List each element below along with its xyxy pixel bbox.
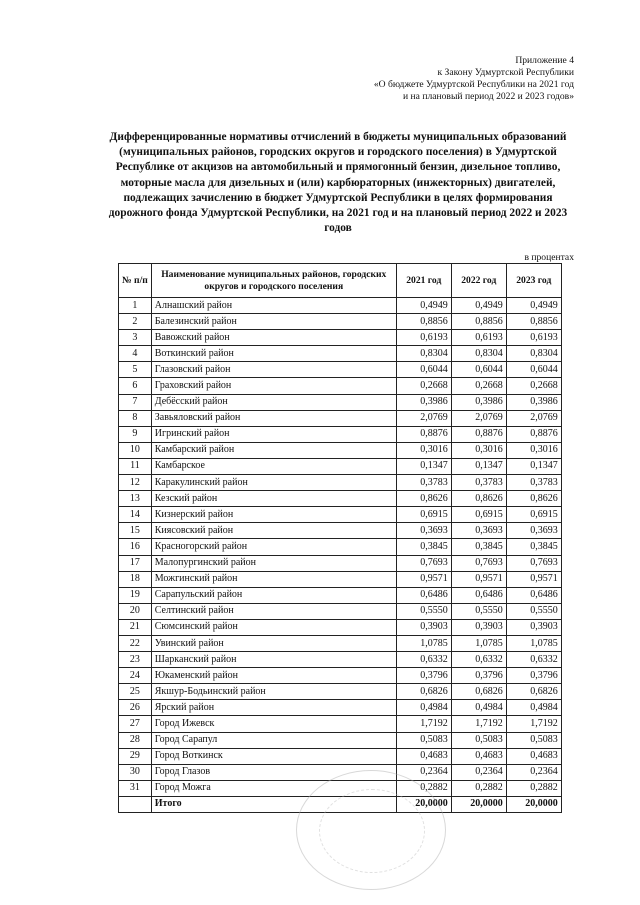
row-value-2021: 0,3016 <box>396 442 451 458</box>
row-value-2022: 0,6915 <box>451 507 506 523</box>
row-num: 28 <box>119 732 152 748</box>
row-value-2023: 2,0769 <box>506 410 561 426</box>
row-num: 7 <box>119 394 152 410</box>
unit-label: в процентах <box>524 252 574 263</box>
row-num: 29 <box>119 748 152 764</box>
header-2022: 2022 год <box>451 264 506 298</box>
row-value-2023: 0,3693 <box>506 523 561 539</box>
row-value-2022: 1,0785 <box>451 635 506 651</box>
row-value-2023: 0,6332 <box>506 652 561 668</box>
row-value-2022: 0,3986 <box>451 394 506 410</box>
table-row <box>119 748 562 764</box>
table-row <box>119 330 562 346</box>
row-value-2022: 0,3783 <box>451 475 506 491</box>
row-value-2022: 0,6044 <box>451 362 506 378</box>
row-name: Можгинский район <box>151 571 396 587</box>
row-value-2021: 0,1347 <box>396 458 451 474</box>
row-value-2023: 0,2668 <box>506 378 561 394</box>
row-value-2023: 1,0785 <box>506 635 561 651</box>
row-value-2022: 1,7192 <box>451 716 506 732</box>
row-name: Селтинский район <box>151 603 396 619</box>
row-value-2023: 0,4984 <box>506 700 561 716</box>
row-value-2022: 0,3903 <box>451 619 506 635</box>
row-num: 11 <box>119 458 152 474</box>
row-value-2022: 20,0000 <box>451 796 506 812</box>
row-name: Город Глазов <box>151 764 396 780</box>
table-row <box>119 507 562 523</box>
row-value-2021: 0,6044 <box>396 362 451 378</box>
row-name: Город Сарапул <box>151 732 396 748</box>
row-value-2023: 0,8626 <box>506 491 561 507</box>
row-value-2023: 0,8876 <box>506 426 561 442</box>
table-row <box>119 668 562 684</box>
row-value-2022: 0,1347 <box>451 458 506 474</box>
table-row <box>119 652 562 668</box>
appendix-header <box>374 55 574 103</box>
row-name: Город Ижевск <box>151 716 396 732</box>
row-value-2023: 0,6826 <box>506 684 561 700</box>
row-name: Город Воткинск <box>151 748 396 764</box>
row-value-2021: 0,6332 <box>396 652 451 668</box>
row-num: 12 <box>119 475 152 491</box>
row-value-2023: 0,3986 <box>506 394 561 410</box>
table-row <box>119 378 562 394</box>
official-stamp <box>296 770 446 890</box>
row-value-2023: 0,2882 <box>506 780 561 796</box>
row-value-2022: 0,2882 <box>451 780 506 796</box>
table-row <box>119 603 562 619</box>
row-value-2022: 0,8856 <box>451 314 506 330</box>
row-num <box>119 796 152 812</box>
row-name: Дебёсский район <box>151 394 396 410</box>
row-value-2023: 0,6044 <box>506 362 561 378</box>
row-value-2021: 0,6193 <box>396 330 451 346</box>
row-value-2023: 0,4683 <box>506 748 561 764</box>
row-name: Киясовский район <box>151 523 396 539</box>
appendix-line-4: и на плановый период 2022 и 2023 годов» <box>403 91 574 102</box>
row-value-2022: 0,8304 <box>451 346 506 362</box>
header-name: Наименование муниципальных районов, городских округов и городского поселения <box>151 264 396 298</box>
row-value-2023: 0,3783 <box>506 475 561 491</box>
row-value-2023: 0,3903 <box>506 619 561 635</box>
row-name: Якшур-Бодьинский район <box>151 684 396 700</box>
table-row <box>119 635 562 651</box>
table-row <box>119 394 562 410</box>
row-num: 24 <box>119 668 152 684</box>
stamp-inner-ring <box>319 789 425 873</box>
row-name: Алнашский район <box>151 298 396 314</box>
row-value-2021: 2,0769 <box>396 410 451 426</box>
table-row <box>119 458 562 474</box>
table-row <box>119 410 562 426</box>
row-name: Граховский район <box>151 378 396 394</box>
row-value-2021: 0,8626 <box>396 491 451 507</box>
row-name: Вавожский район <box>151 330 396 346</box>
header-2023: 2023 год <box>506 264 561 298</box>
row-value-2021: 1,7192 <box>396 716 451 732</box>
row-value-2021: 0,4984 <box>396 700 451 716</box>
table-row <box>119 716 562 732</box>
header-num: № п/п <box>119 264 152 298</box>
row-num: 30 <box>119 764 152 780</box>
row-value-2023: 0,3845 <box>506 539 561 555</box>
row-name: Воткинский район <box>151 346 396 362</box>
row-value-2021: 0,5550 <box>396 603 451 619</box>
row-value-2021: 20,0000 <box>396 796 451 812</box>
row-value-2022: 0,6193 <box>451 330 506 346</box>
table-row <box>119 619 562 635</box>
row-name: Увинский район <box>151 635 396 651</box>
row-num: 5 <box>119 362 152 378</box>
table-row <box>119 700 562 716</box>
table-row <box>119 571 562 587</box>
row-value-2022: 0,4683 <box>451 748 506 764</box>
row-value-2022: 0,2668 <box>451 378 506 394</box>
row-value-2022: 0,4984 <box>451 700 506 716</box>
row-num: 15 <box>119 523 152 539</box>
appendix-line-2: к Закону Удмуртской Республики <box>437 67 574 78</box>
row-value-2022: 0,3693 <box>451 523 506 539</box>
table-row <box>119 555 562 571</box>
row-name: Красногорский район <box>151 539 396 555</box>
row-num: 10 <box>119 442 152 458</box>
table-row <box>119 442 562 458</box>
row-value-2023: 1,7192 <box>506 716 561 732</box>
row-name: Камбарское <box>151 458 396 474</box>
row-num: 18 <box>119 571 152 587</box>
row-value-2022: 0,2364 <box>451 764 506 780</box>
row-num: 27 <box>119 716 152 732</box>
row-value-2023: 0,3796 <box>506 668 561 684</box>
row-name: Юкаменский район <box>151 668 396 684</box>
row-value-2022: 0,4949 <box>451 298 506 314</box>
row-num: 19 <box>119 587 152 603</box>
row-name: Балезинский район <box>151 314 396 330</box>
appendix-line-3: «О бюджете Удмуртской Республики на 2021 год <box>373 79 574 90</box>
table-body <box>119 298 562 813</box>
row-name: Каракулинский район <box>151 475 396 491</box>
row-value-2021: 0,8304 <box>396 346 451 362</box>
appendix-line-1: Приложение 4 <box>515 55 574 66</box>
row-name: Сюмсинский район <box>151 619 396 635</box>
row-value-2021: 0,3783 <box>396 475 451 491</box>
row-value-2022: 0,6332 <box>451 652 506 668</box>
row-value-2023: 0,6193 <box>506 330 561 346</box>
row-value-2022: 0,5550 <box>451 603 506 619</box>
row-value-2023: 0,2364 <box>506 764 561 780</box>
row-name: Сарапульский район <box>151 587 396 603</box>
header-2021: 2021 год <box>396 264 451 298</box>
row-value-2021: 0,4683 <box>396 748 451 764</box>
row-num: 23 <box>119 652 152 668</box>
row-value-2023: 0,4949 <box>506 298 561 314</box>
row-num: 9 <box>119 426 152 442</box>
row-value-2021: 0,9571 <box>396 571 451 587</box>
row-value-2022: 0,3016 <box>451 442 506 458</box>
row-value-2023: 0,3016 <box>506 442 561 458</box>
row-value-2022: 0,7693 <box>451 555 506 571</box>
row-value-2022: 0,6826 <box>451 684 506 700</box>
table-row <box>119 362 562 378</box>
row-name: Шарканский район <box>151 652 396 668</box>
row-value-2023: 0,9571 <box>506 571 561 587</box>
row-num: 16 <box>119 539 152 555</box>
row-num: 31 <box>119 780 152 796</box>
table-row <box>119 298 562 314</box>
row-value-2022: 0,6486 <box>451 587 506 603</box>
row-name: Игринский район <box>151 426 396 442</box>
row-name: Кизнерский район <box>151 507 396 523</box>
row-num: 14 <box>119 507 152 523</box>
row-value-2021: 0,8876 <box>396 426 451 442</box>
row-value-2021: 0,3796 <box>396 668 451 684</box>
row-num: 21 <box>119 619 152 635</box>
row-value-2023: 0,5083 <box>506 732 561 748</box>
table-row <box>119 346 562 362</box>
row-name: Город Можга <box>151 780 396 796</box>
row-value-2022: 0,3796 <box>451 668 506 684</box>
row-num: 17 <box>119 555 152 571</box>
row-value-2023: 0,5550 <box>506 603 561 619</box>
row-num: 22 <box>119 635 152 651</box>
row-num: 6 <box>119 378 152 394</box>
budget-table <box>118 263 562 813</box>
row-name: Малопургинский район <box>151 555 396 571</box>
table-row <box>119 475 562 491</box>
row-value-2021: 0,3845 <box>396 539 451 555</box>
row-num: 1 <box>119 298 152 314</box>
row-value-2022: 0,8876 <box>451 426 506 442</box>
table-row <box>119 539 562 555</box>
table-row <box>119 491 562 507</box>
row-value-2023: 0,8304 <box>506 346 561 362</box>
table-row <box>119 523 562 539</box>
row-num: 8 <box>119 410 152 426</box>
row-value-2021: 0,5083 <box>396 732 451 748</box>
table-row <box>119 587 562 603</box>
row-value-2023: 0,6915 <box>506 507 561 523</box>
table-row <box>119 684 562 700</box>
row-name: Глазовский район <box>151 362 396 378</box>
row-value-2023: 0,1347 <box>506 458 561 474</box>
table-row <box>119 426 562 442</box>
row-value-2021: 0,6486 <box>396 587 451 603</box>
row-num: 3 <box>119 330 152 346</box>
row-name: Итого <box>151 796 396 812</box>
row-value-2021: 0,3986 <box>396 394 451 410</box>
row-name: Кезский район <box>151 491 396 507</box>
row-value-2023: 0,6486 <box>506 587 561 603</box>
row-value-2021: 0,3693 <box>396 523 451 539</box>
row-num: 26 <box>119 700 152 716</box>
row-value-2021: 0,2882 <box>396 780 451 796</box>
row-value-2023: 0,7693 <box>506 555 561 571</box>
row-value-2023: 0,8856 <box>506 314 561 330</box>
row-value-2021: 0,3903 <box>396 619 451 635</box>
row-num: 4 <box>119 346 152 362</box>
row-num: 13 <box>119 491 152 507</box>
row-value-2021: 0,2668 <box>396 378 451 394</box>
row-value-2021: 0,8856 <box>396 314 451 330</box>
row-value-2022: 0,8626 <box>451 491 506 507</box>
row-value-2022: 0,5083 <box>451 732 506 748</box>
table-header-row <box>119 264 562 298</box>
row-value-2021: 0,4949 <box>396 298 451 314</box>
row-value-2021: 0,6915 <box>396 507 451 523</box>
row-name: Камбарский район <box>151 442 396 458</box>
table-row <box>119 314 562 330</box>
row-value-2021: 1,0785 <box>396 635 451 651</box>
row-value-2022: 0,3845 <box>451 539 506 555</box>
row-value-2022: 0,9571 <box>451 571 506 587</box>
row-num: 25 <box>119 684 152 700</box>
row-num: 20 <box>119 603 152 619</box>
row-num: 2 <box>119 314 152 330</box>
row-value-2021: 0,6826 <box>396 684 451 700</box>
document-title: Дифференцированные нормативы отчислений в бюджеты муниципальных образований (муниципальных районов, городских округов и городского поселения) в Удмуртской Республике от акцизов на автомобильный и прямогонный бензин, дизельное топливо, моторные масла для дизельных и (или) карбюраторных (инжекторных) двигателей, подлежащих зачислению в бюджет Удмуртской Республики в целях формирования дорожного фонда Удмуртской Республики, на 2021 год и на плановый период 2022 и 2023 годов <box>108 131 568 235</box>
row-value-2021: 0,7693 <box>396 555 451 571</box>
row-name: Ярский район <box>151 700 396 716</box>
row-value-2022: 2,0769 <box>451 410 506 426</box>
row-value-2021: 0,2364 <box>396 764 451 780</box>
table-row <box>119 732 562 748</box>
row-value-2023: 20,0000 <box>506 796 561 812</box>
row-name: Завьяловский район <box>151 410 396 426</box>
